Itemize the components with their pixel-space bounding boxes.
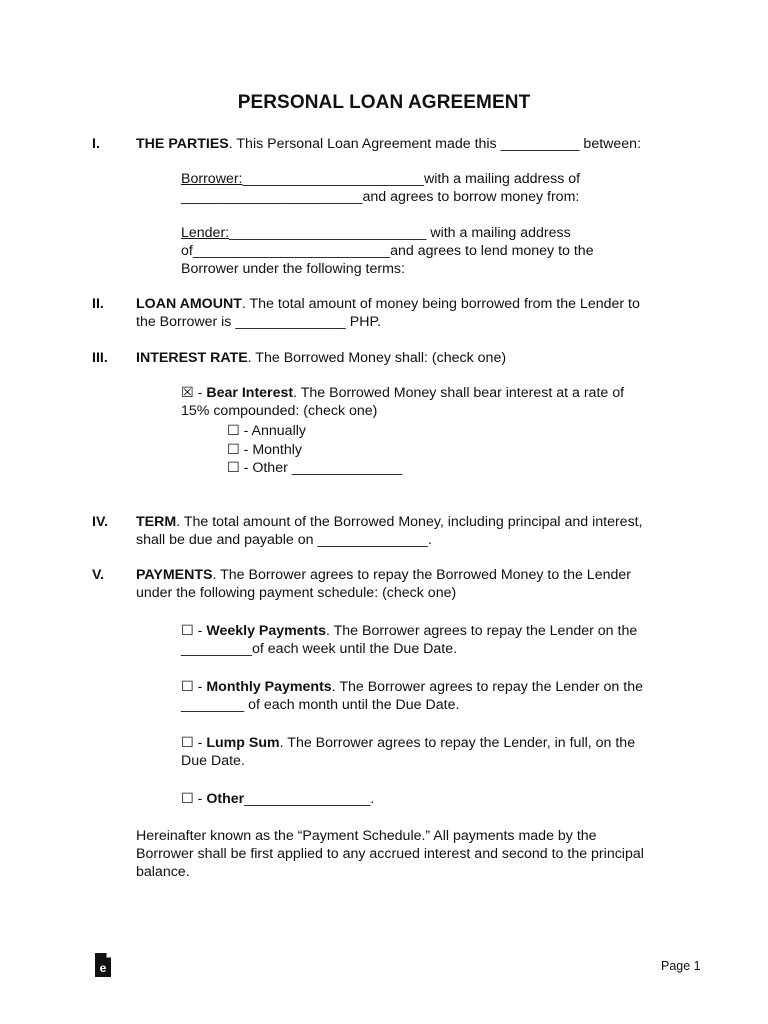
other-checkbox[interactable]: ☐ <box>181 791 194 807</box>
page-number: Page 1 <box>661 959 701 973</box>
lump-sum-option <box>181 734 635 752</box>
monthly-dash: - <box>193 679 207 695</box>
lump-sum-checkbox[interactable]: ☐ <box>181 735 194 751</box>
weekly-payments-option <box>181 622 637 640</box>
weekly-heading: Weekly Payments <box>206 623 326 639</box>
other-payment-option <box>181 790 374 808</box>
lump-sum-text: . The Borrower agrees to repay the Lender, in full, on the <box>279 735 636 751</box>
section-1-heading: THE PARTIES <box>136 136 229 152</box>
bear-interest-text: . The Borrowed Money shall bear interest at a rate of <box>293 385 625 401</box>
section-4-heading: TERM <box>136 514 177 530</box>
document-title: PERSONAL LOAN AGREEMENT <box>237 92 531 113</box>
weekly-dash: - <box>193 623 207 639</box>
weekly-line-2[interactable]: _________of each week until the Due Date. <box>181 641 458 657</box>
section-2-number: II. <box>92 296 104 312</box>
other-dash: - <box>193 791 207 807</box>
weekly-checkbox[interactable]: ☐ <box>181 623 194 639</box>
bear-interest-checkbox[interactable]: ☒ <box>181 385 194 401</box>
section-3-text: . The Borrowed Money shall: (check one) <box>247 350 507 366</box>
other-heading: Other <box>206 791 245 807</box>
section-5-text: . The Borrower agrees to repay the Borrowed Money to the Lender <box>212 567 631 583</box>
section-4-number: IV. <box>92 514 109 530</box>
section-2-heading: LOAN AMOUNT <box>136 296 242 312</box>
lender-line-3: Borrower under the following terms: <box>181 261 405 277</box>
lender-label: Lender: <box>181 225 230 241</box>
section-2-line-1 <box>136 295 640 313</box>
section-5-heading: PAYMENTS <box>136 567 213 583</box>
section-4-text: . The total amount of the Borrowed Money, including principal and interest, <box>176 514 643 530</box>
other-blank[interactable]: ________________. <box>244 791 375 807</box>
section-4-line-1 <box>136 513 643 531</box>
payment-schedule-paragraph-line-3: balance. <box>136 864 190 880</box>
section-4-line-2[interactable]: shall be due and payable on ______________. <box>136 532 432 548</box>
section-3-heading: INTEREST RATE <box>136 350 248 366</box>
section-1-number: I. <box>92 136 100 152</box>
payment-schedule-paragraph-line-1: Hereinafter known as the “Payment Schedule.” All payments made by the <box>136 828 597 844</box>
lump-sum-dash: - <box>193 735 207 751</box>
borrower-label: Borrower: <box>181 171 243 187</box>
bear-interest-line-2: 15% compounded: (check one) <box>181 403 378 419</box>
section-5-line-2: under the following payment schedule: (check one) <box>136 585 457 601</box>
compound-annually-option[interactable]: ☐ - Annually <box>227 423 306 439</box>
lender-name-blank[interactable]: _________________________ <box>229 225 427 241</box>
section-3-number: III. <box>92 350 108 366</box>
lender-address-text: with a mailing address <box>426 225 571 241</box>
borrower-line-2[interactable]: _______________________and agrees to borrow money from: <box>181 189 580 205</box>
section-1-text: . This Personal Loan Agreement made this __________ between: <box>228 136 642 152</box>
monthly-line-2[interactable]: ________ of each month until the Due Date. <box>181 697 460 713</box>
bear-interest-option <box>181 384 624 402</box>
section-5-number: V. <box>92 567 105 583</box>
section-2-text: . The total amount of money being borrowed from the Lender to <box>241 296 640 312</box>
borrower-line-1 <box>181 170 580 188</box>
section-2-line-2[interactable]: the Borrower is ______________ PHP. <box>136 314 382 330</box>
payment-schedule-paragraph-line-2: Borrower shall be first applied to any accrued interest and second to the principal <box>136 846 644 862</box>
section-1-line-1 <box>136 135 641 153</box>
monthly-heading: Monthly Payments <box>206 679 332 695</box>
bear-interest-dash: - <box>193 385 207 401</box>
lump-sum-heading: Lump Sum <box>206 735 280 751</box>
document-logo-icon <box>93 952 113 978</box>
weekly-text: . The Borrower agrees to repay the Lender on the <box>325 623 638 639</box>
section-3-line-1 <box>136 349 506 367</box>
lump-sum-line-2: Due Date. <box>181 753 245 769</box>
monthly-text: . The Borrower agrees to repay the Lender on the <box>331 679 643 695</box>
section-5-line-1 <box>136 566 631 584</box>
svg-text:e: e <box>99 961 107 975</box>
monthly-payments-option <box>181 678 643 696</box>
monthly-checkbox[interactable]: ☐ <box>181 679 194 695</box>
bear-interest-heading: Bear Interest <box>206 385 294 401</box>
compound-other-option[interactable]: ☐ - Other ______________ <box>227 460 403 476</box>
lender-line-2[interactable]: of_________________________and agrees to lend money to the <box>181 243 594 259</box>
lender-line-1 <box>181 224 571 242</box>
compound-monthly-option[interactable]: ☐ - Monthly <box>227 442 303 458</box>
borrower-name-blank[interactable]: _______________________ <box>242 171 424 187</box>
borrower-address-text: with a mailing address of <box>423 171 581 187</box>
